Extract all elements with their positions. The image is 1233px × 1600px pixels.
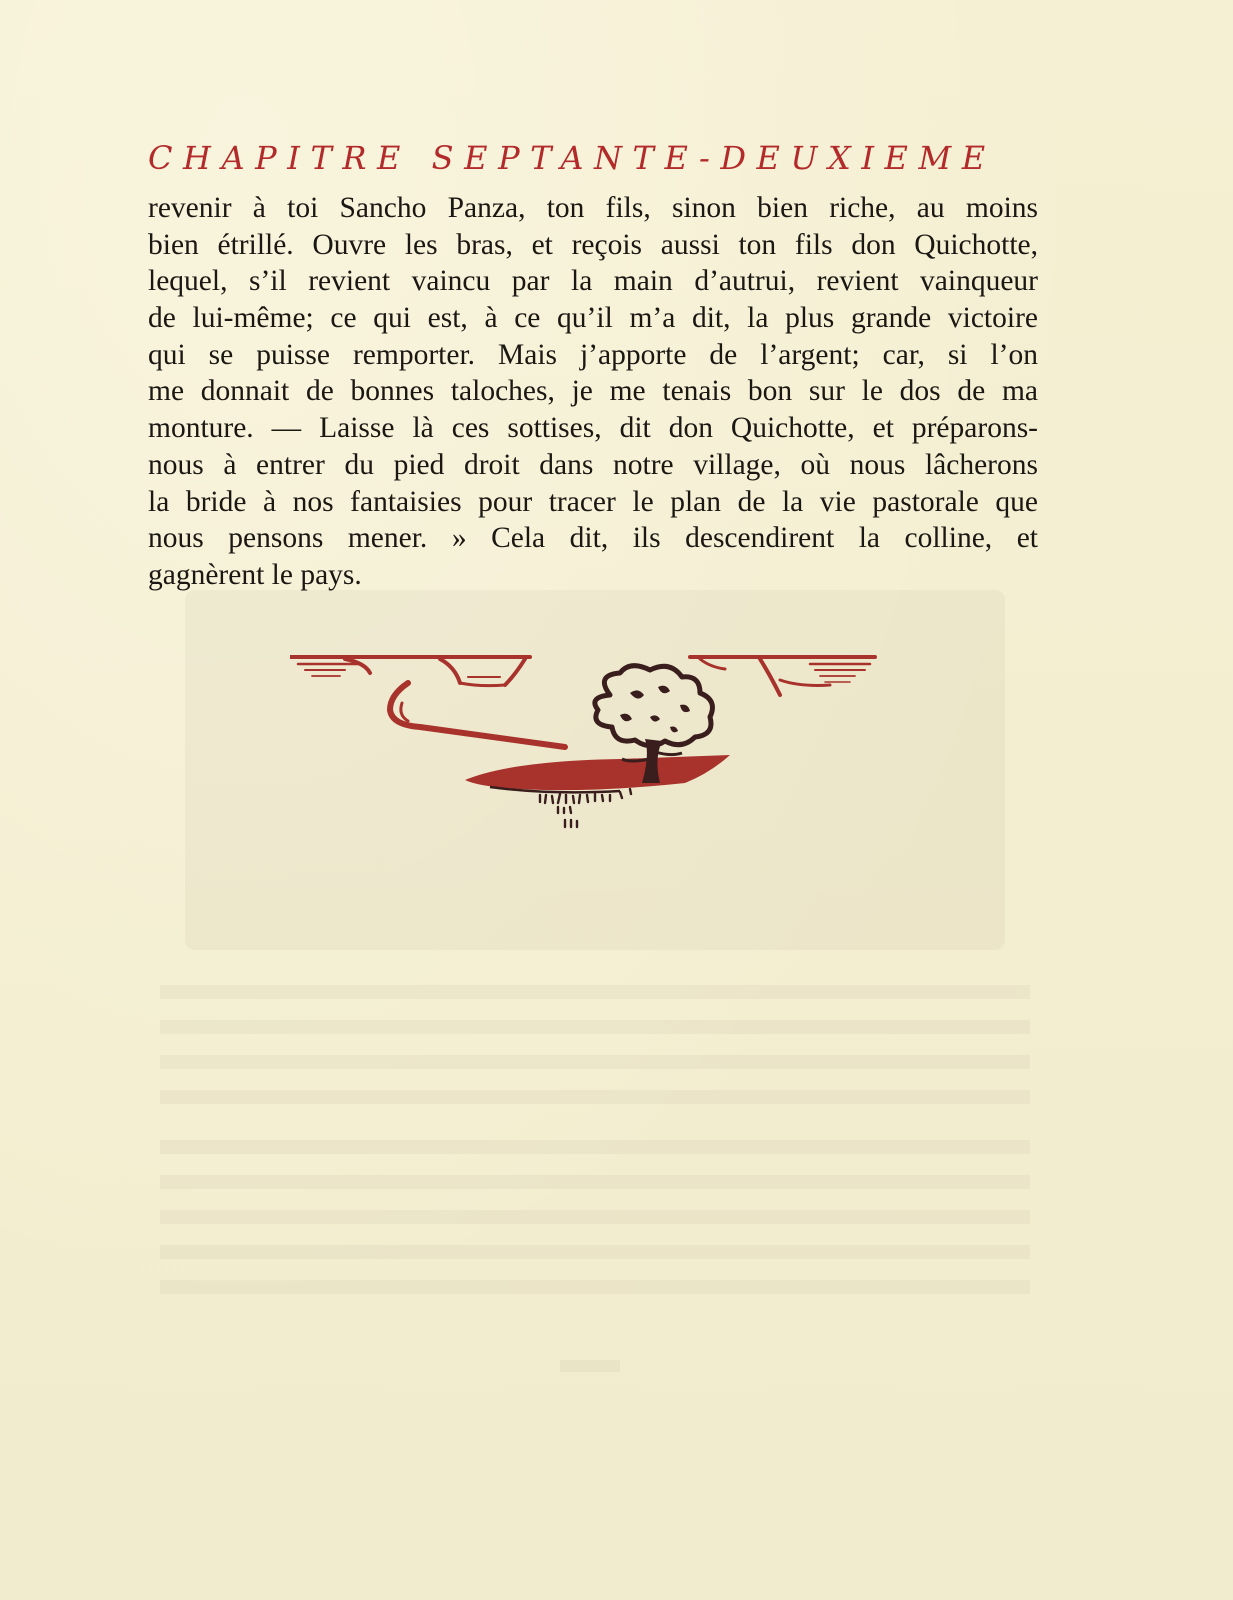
paragraph-line: nous à entrer du pied droit dans notre village, où nous lâcherons bbox=[148, 448, 1038, 481]
paragraph-line: la bride à nos fantaisies pour tracer le plan de la vie pastorale que bbox=[148, 485, 1038, 518]
paragraph-line: gagnèrent le pays. bbox=[148, 558, 362, 591]
chapter-heading: CHAPITRE SEPTANTE-DEUXIEME bbox=[148, 139, 996, 177]
tree-landscape-vignette-icon bbox=[290, 655, 890, 855]
paragraph-line: nous pensons mener. » Cela dit, ils descendirent la colline, et bbox=[148, 522, 1038, 555]
paragraph-line: me donnait de bonnes taloches, je me tenais bon sur le dos de ma bbox=[148, 375, 1038, 408]
paragraph-line: de lui-même; ce qui est, à ce qu’il m’a dit, la plus grande victoire bbox=[148, 302, 1038, 335]
paragraph-line: monture. — Laisse là ces sottises, dit don Quichotte, et préparons- bbox=[148, 412, 1038, 445]
paragraph-line: bien étrillé. Ouvre les bras, et reçois aussi ton fils don Quichotte, bbox=[148, 228, 1038, 261]
paragraph-line: revenir à toi Sancho Panza, ton fils, sinon bien riche, au moins bbox=[148, 192, 1038, 224]
paragraph-line: lequel, s’il revient vaincu par la main d’autrui, revient vainqueur bbox=[148, 265, 1038, 298]
chapter-paragraph bbox=[148, 190, 1038, 594]
paragraph-line: qui se puisse remporter. Mais j’apporte de l’argent; car, si l’on bbox=[148, 338, 1038, 371]
